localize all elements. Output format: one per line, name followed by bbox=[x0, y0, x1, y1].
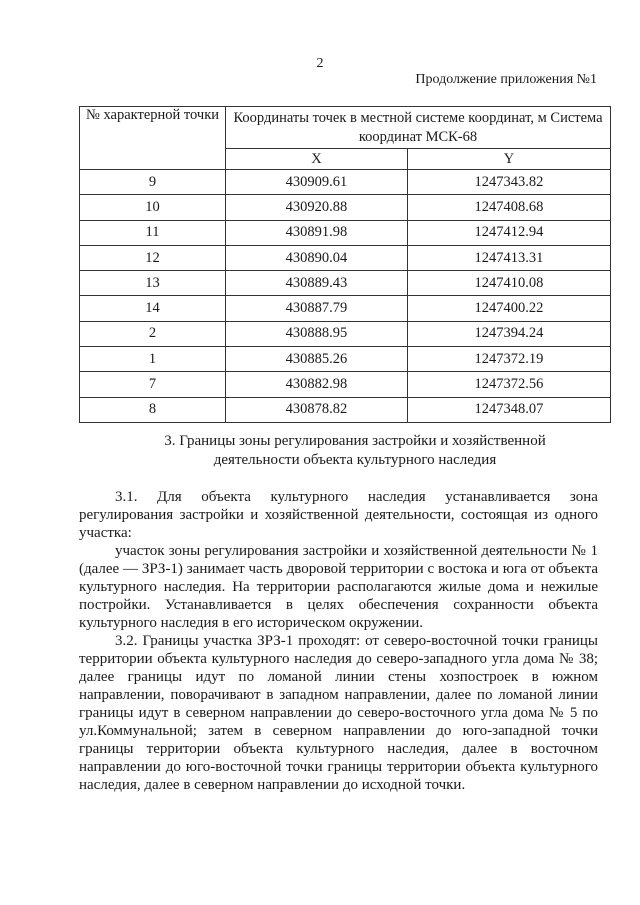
table-row bbox=[80, 347, 611, 372]
cell-y: 1247408.68 bbox=[407, 195, 610, 220]
word: объекта bbox=[201, 489, 251, 505]
cell-x: 430909.61 bbox=[226, 170, 408, 195]
table-row bbox=[80, 170, 611, 195]
cell-point: 11 bbox=[80, 220, 226, 245]
cell-point: 1 bbox=[80, 347, 226, 372]
cell-point: 10 bbox=[80, 195, 226, 220]
table-row bbox=[80, 271, 611, 296]
cell-point: 7 bbox=[80, 372, 226, 397]
cell-x: 430891.98 bbox=[226, 220, 408, 245]
cell-x: 430888.95 bbox=[226, 321, 408, 346]
cell-point: 13 bbox=[80, 271, 226, 296]
header-y: Y bbox=[407, 149, 610, 170]
table-row bbox=[80, 245, 611, 270]
cell-y: 1247400.22 bbox=[407, 296, 610, 321]
table-row bbox=[80, 296, 611, 321]
cell-y: 1247372.19 bbox=[407, 347, 610, 372]
cell-x: 430890.04 bbox=[226, 245, 408, 270]
cell-x: 430878.82 bbox=[226, 397, 408, 422]
appendix-label: Продолжение приложения №1 bbox=[415, 72, 597, 87]
cell-y: 1247372.56 bbox=[407, 372, 610, 397]
section-title-line-2: деятельности объекта культурного наследия bbox=[213, 452, 497, 468]
cell-x: 430920.88 bbox=[226, 195, 408, 220]
cell-point: 8 bbox=[80, 397, 226, 422]
cell-x: 430887.79 bbox=[226, 296, 408, 321]
table-row bbox=[80, 321, 611, 346]
word: зона bbox=[569, 489, 598, 505]
cell-y: 1247343.82 bbox=[407, 170, 610, 195]
cell-point: 9 bbox=[80, 170, 226, 195]
table-row bbox=[80, 220, 611, 245]
header-point-number: № характерной точки bbox=[80, 107, 226, 170]
cell-y: 1247410.08 bbox=[407, 271, 610, 296]
cell-x: 430882.98 bbox=[226, 372, 408, 397]
section-title-line-1: 3. Границы зоны регулирования застройки и хозяйственной bbox=[164, 433, 546, 449]
table-row bbox=[80, 397, 611, 422]
page-number: 2 bbox=[316, 56, 324, 71]
word: Для bbox=[157, 489, 182, 505]
word: наследия bbox=[367, 489, 426, 505]
cell-y: 1247412.94 bbox=[407, 220, 610, 245]
cell-point: 14 bbox=[80, 296, 226, 321]
table-row bbox=[80, 372, 611, 397]
paragraph-3-1: регулирования застройки и хозяйственной деятельности, состоящая из одного участка: bbox=[79, 507, 598, 541]
section-title bbox=[70, 432, 640, 470]
cell-x: 430885.26 bbox=[226, 347, 408, 372]
cell-x: 430889.43 bbox=[226, 271, 408, 296]
paragraph-3-2: 3.2. Границы участка ЗРЗ-1 проходят: от северо-восточной точки границы территории объекта культурного наследия до северо-западного угла дома № 38; далее границы идут по ломаной линии стены хозпостроек в южном направлении, поворачивают в западном направлении, далее по ломаной линии границы идут в северном направлении до северо-восточного угла дома № 5 по ул.Коммунальной; затем в северном направлении до юго-западной точки границы территории объекта культурного наследия, далее в восточном направлении до юго-восточной точки границы территории объекта культурного наследия, далее в северном направлении до исходной точки. bbox=[79, 633, 598, 793]
paragraph-zone-description: участок зоны регулирования застройки и хозяйственной деятельности № 1 (далее — ЗРЗ-1) занимает часть дворовой территории с востока и юга от объекта культурного наследия. На территории располагаются жилые дома и нежилые постройки. Устанавливается в целях обеспечения сохранности объекта культурного наследия в его историческом окружении. bbox=[79, 543, 598, 631]
coordinates-table-body bbox=[80, 170, 611, 423]
table-row bbox=[80, 195, 611, 220]
paragraph-3-1-first-line bbox=[79, 488, 598, 506]
word: устанавливается bbox=[445, 489, 551, 505]
header-coordinates: Координаты точек в местной системе координат, м Система координат МСК-68 bbox=[226, 107, 611, 149]
coordinates-table bbox=[79, 106, 611, 423]
cell-y: 1247394.24 bbox=[407, 321, 610, 346]
header-x: X bbox=[226, 149, 408, 170]
section-body bbox=[79, 488, 598, 794]
word: 3.1. bbox=[115, 489, 138, 505]
cell-point: 12 bbox=[80, 245, 226, 270]
cell-y: 1247348.07 bbox=[407, 397, 610, 422]
cell-y: 1247413.31 bbox=[407, 245, 610, 270]
cell-point: 2 bbox=[80, 321, 226, 346]
word: культурного bbox=[270, 489, 349, 505]
